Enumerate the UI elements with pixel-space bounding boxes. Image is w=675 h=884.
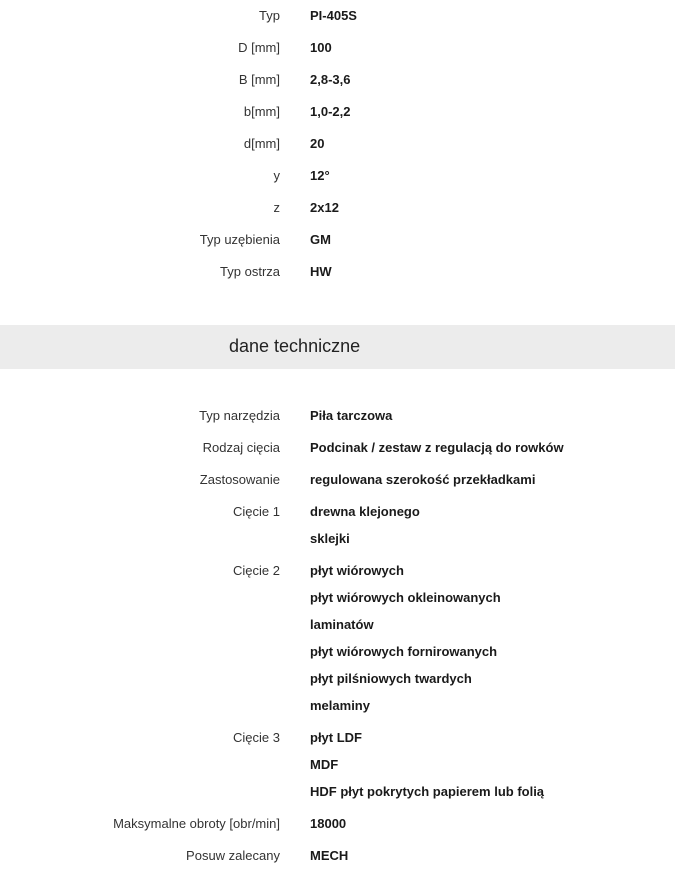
spec-label: Maksymalne obroty [obr/min]: [113, 816, 280, 831]
spec-values: [310, 40, 332, 67]
spec-label: Posuw zalecany: [186, 848, 280, 863]
spec-values: [310, 848, 348, 875]
spec-row: [0, 440, 675, 472]
spec-value: 2x12: [310, 200, 339, 215]
spec-values: [310, 472, 535, 499]
spec-row: [0, 472, 675, 504]
spec-values: [310, 136, 324, 163]
spec-value: Piła tarczowa: [310, 408, 393, 423]
spec-row: [0, 168, 675, 200]
spec-values: [310, 816, 346, 843]
spec-row: [0, 72, 675, 104]
spec-value: 2,8-3,6: [310, 72, 351, 87]
spec-table-parameters: [0, 8, 675, 296]
spec-row: [0, 730, 675, 816]
spec-label: z: [273, 200, 280, 215]
spec-value: sklejki: [310, 531, 350, 546]
spec-label: Typ ostrza: [220, 264, 280, 279]
spec-value: płyt wiórowych: [310, 563, 404, 578]
spec-values: [310, 408, 392, 435]
spec-values: [310, 72, 350, 99]
spec-row: [0, 504, 675, 563]
spec-row: [0, 104, 675, 136]
spec-label: Cięcie 2: [233, 563, 280, 578]
spec-label: Typ narzędzia: [199, 408, 280, 423]
spec-values: [310, 168, 330, 195]
spec-value: PI-405S: [310, 8, 357, 23]
spec-value: 12°: [310, 168, 330, 183]
spec-value: laminatów: [310, 617, 374, 632]
spec-values: [310, 232, 331, 259]
spec-values: [310, 200, 339, 227]
spec-row: [0, 200, 675, 232]
spec-value: drewna klejonego: [310, 504, 420, 519]
spec-row: [0, 848, 675, 880]
spec-value: HW: [310, 264, 332, 279]
spec-value: płyt wiórowych fornirowanych: [310, 644, 498, 659]
spec-value: regulowana szerokość przekładkami: [310, 472, 536, 487]
spec-row: [0, 232, 675, 264]
spec-values: [310, 563, 501, 725]
spec-label: y: [273, 168, 280, 183]
spec-value: GM: [310, 232, 331, 247]
spec-label: Typ: [259, 8, 280, 23]
spec-value: 100: [310, 40, 332, 55]
section-title: dane techniczne: [229, 336, 361, 356]
spec-values: [310, 440, 564, 467]
spec-row: [0, 40, 675, 72]
section-header: [0, 325, 675, 369]
spec-label: B [mm]: [238, 72, 280, 87]
spec-value: 20: [310, 136, 325, 151]
spec-label: D [mm]: [238, 40, 280, 55]
spec-values: [310, 264, 332, 291]
spec-value: MDF: [310, 757, 339, 772]
spec-values: [310, 8, 357, 35]
spec-table-technical: [0, 408, 675, 880]
spec-value: płyt pilśniowych twardych: [310, 671, 472, 686]
spec-row: [0, 563, 675, 730]
spec-values: [310, 504, 420, 558]
spec-value: 1,0-2,2: [310, 104, 351, 119]
spec-label: Zastosowanie: [199, 472, 280, 487]
spec-row: [0, 8, 675, 40]
spec-value: MECH: [310, 848, 349, 863]
spec-value: 18000: [310, 816, 347, 831]
spec-values: [310, 730, 544, 811]
spec-row: [0, 408, 675, 440]
spec-label: d[mm]: [243, 136, 280, 151]
spec-label: Cięcie 3: [233, 730, 280, 745]
spec-label: Cięcie 1: [233, 504, 280, 519]
spec-label: Typ uzębienia: [199, 232, 280, 247]
spec-value: HDF płyt pokrytych papierem lub folią: [310, 784, 545, 799]
spec-row: [0, 816, 675, 848]
spec-row: [0, 136, 675, 168]
spec-value: Podcinak / zestaw z regulacją do rowków: [310, 440, 564, 455]
spec-label: b[mm]: [243, 104, 280, 119]
spec-label: Rodzaj cięcia: [202, 440, 280, 455]
spec-value: płyt wiórowych okleinowanych: [310, 590, 501, 605]
spec-value: melaminy: [310, 698, 370, 713]
spec-values: [310, 104, 350, 131]
spec-value: płyt LDF: [310, 730, 362, 745]
spec-row: [0, 264, 675, 296]
